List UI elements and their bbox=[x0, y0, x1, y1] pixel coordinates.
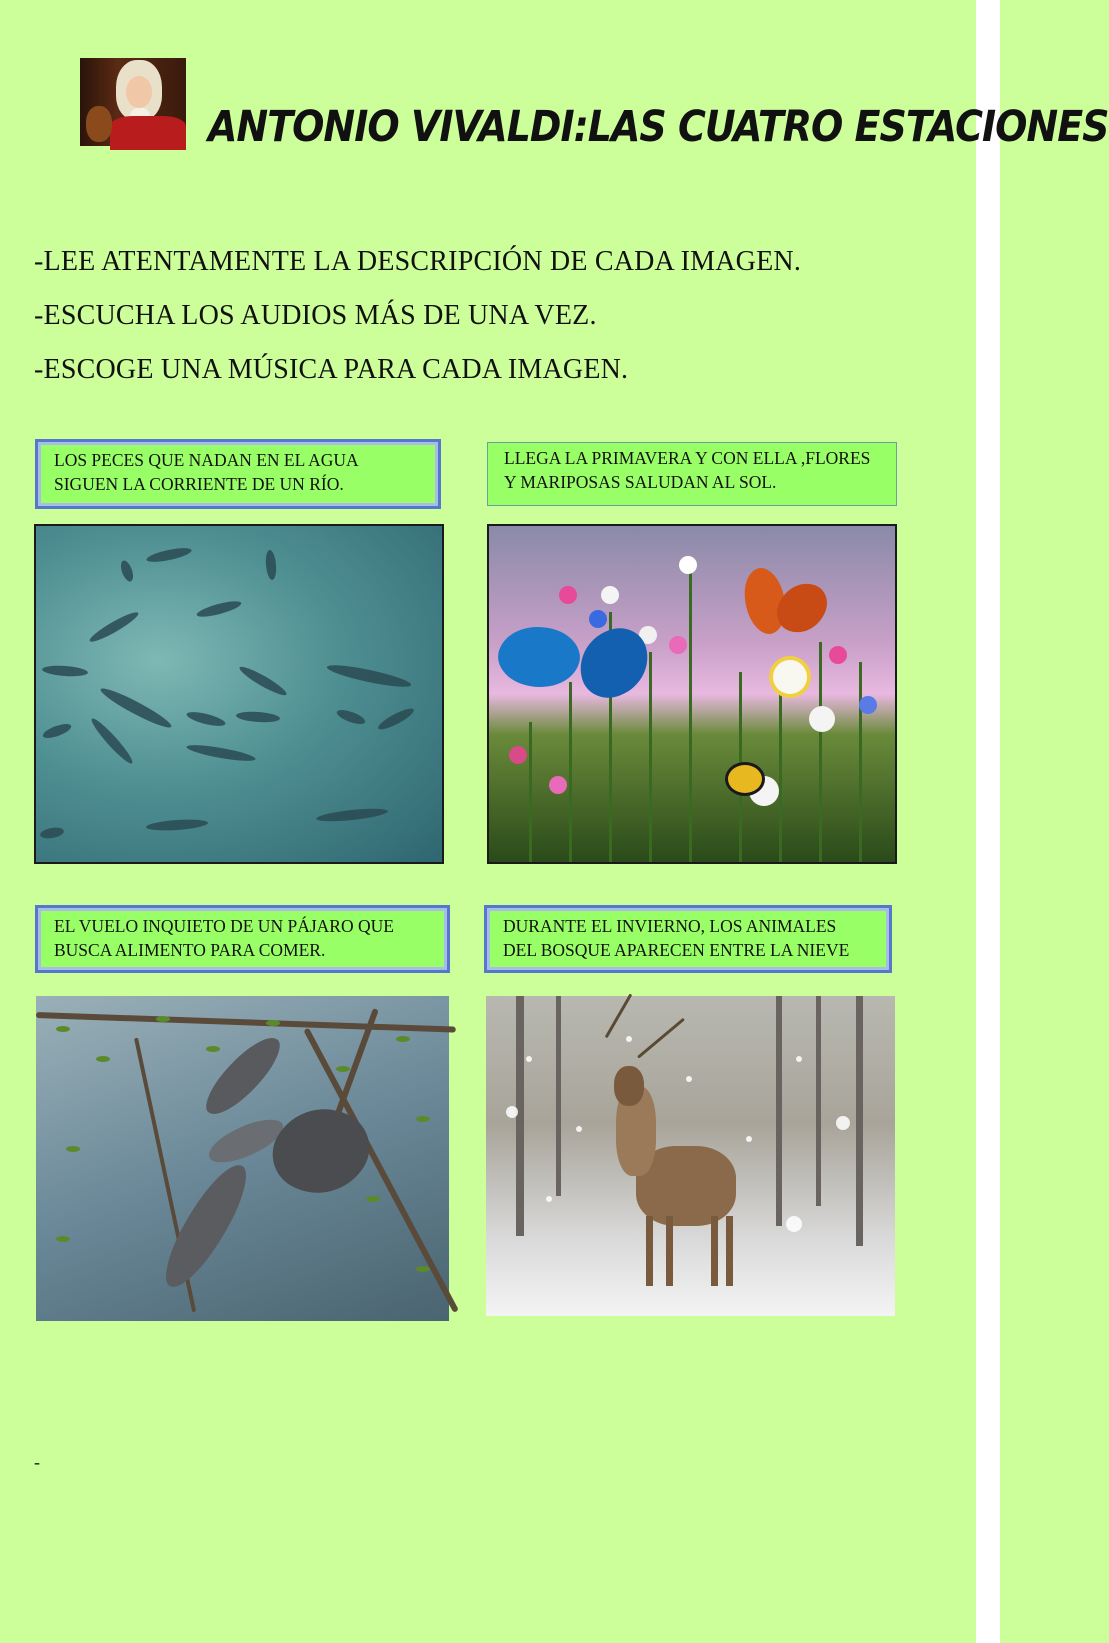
caption-line: DURANTE EL INVIERNO, LOS ANIMALES bbox=[503, 916, 837, 936]
instruction-read: -LEE ATENTAMENTE LA DESCRIPCIÓN DE CADA IMAGEN. bbox=[34, 246, 802, 277]
caption-spring bbox=[487, 442, 897, 506]
bird-photo bbox=[36, 996, 449, 1321]
caption-line: LLEGA LA PRIMAVERA Y CON ELLA ,FLORES bbox=[504, 448, 871, 468]
footer-mark: - bbox=[34, 1452, 40, 1472]
caption-line: LOS PECES QUE NADAN EN EL AGUA bbox=[54, 450, 359, 470]
page-title: ANTONIO VIVALDI:LAS CUATRO ESTACIONES bbox=[208, 102, 1109, 152]
composer-portrait-image bbox=[80, 58, 186, 146]
instruction-choose: -ESCOGE UNA MÚSICA PARA CADA IMAGEN. bbox=[34, 354, 629, 385]
caption-winter bbox=[484, 905, 892, 973]
spring-photo bbox=[487, 524, 897, 864]
caption-fish bbox=[35, 439, 441, 509]
caption-bird bbox=[35, 905, 450, 973]
instruction-listen: -ESCUCHA LOS AUDIOS MÁS DE UNA VEZ. bbox=[34, 300, 597, 331]
caption-line: DEL BOSQUE APARECEN ENTRE LA NIEVE bbox=[503, 940, 850, 960]
page-edge bbox=[976, 0, 1000, 1643]
caption-line: EL VUELO INQUIETO DE UN PÁJARO QUE bbox=[54, 916, 394, 936]
deer-photo bbox=[486, 996, 895, 1316]
fish-photo bbox=[34, 524, 444, 864]
caption-line: BUSCA ALIMENTO PARA COMER. bbox=[54, 940, 326, 960]
caption-line: Y MARIPOSAS SALUDAN AL SOL. bbox=[504, 472, 777, 492]
caption-line: SIGUEN LA CORRIENTE DE UN RÍO. bbox=[54, 474, 344, 494]
